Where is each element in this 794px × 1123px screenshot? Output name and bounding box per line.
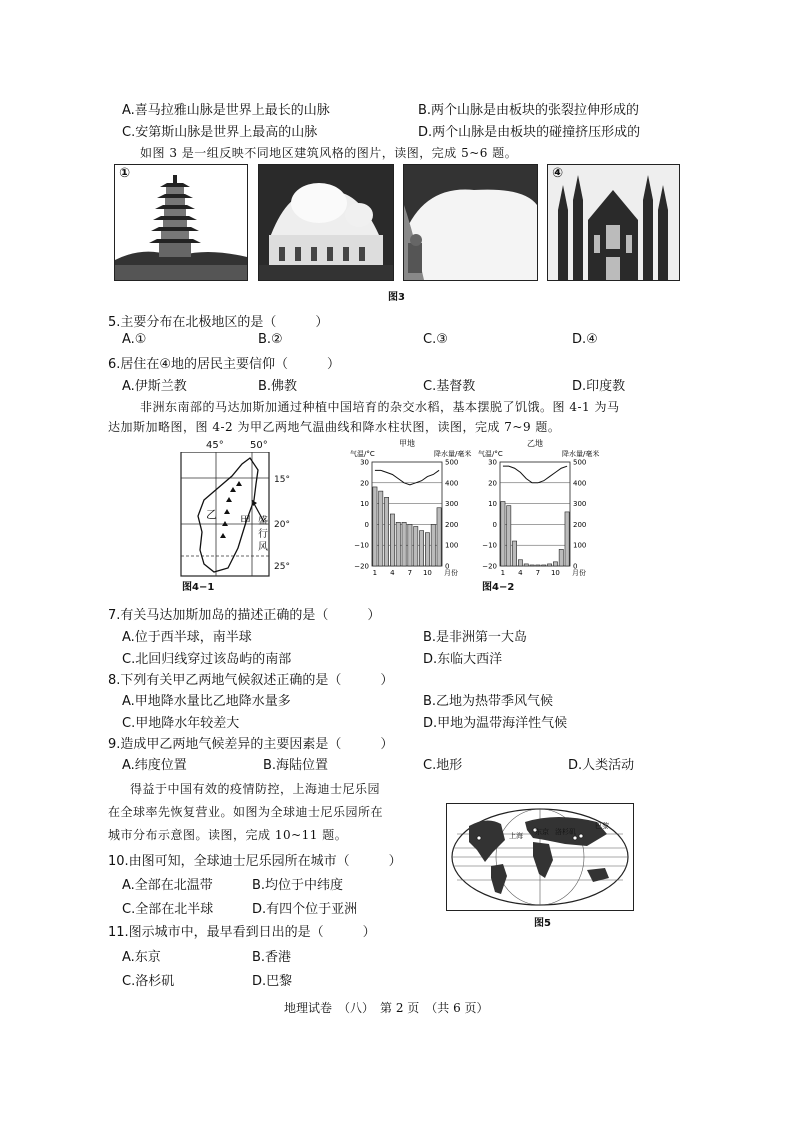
precip-bar bbox=[559, 549, 563, 566]
chart-title: 乙地 bbox=[527, 439, 543, 448]
precip-bar bbox=[553, 562, 557, 566]
precip-bar bbox=[547, 564, 551, 566]
month-tick-label: 7 bbox=[535, 569, 541, 577]
precip-bar bbox=[518, 560, 522, 566]
q6-option-b: B.佛教 bbox=[258, 379, 298, 394]
map-label-jia: 甲 bbox=[240, 514, 251, 527]
map-label-paris: 巴黎 bbox=[595, 822, 609, 830]
q5-option-d: D.④ bbox=[572, 332, 598, 347]
madagascar-intro-line2: 达加斯加略图，图 4-2 为甲乙两地气温曲线和降水柱状图，读图，完成 7~9 题。 bbox=[108, 420, 561, 434]
temp-tick-label: 0 bbox=[364, 520, 369, 529]
precip-bar bbox=[414, 526, 418, 566]
q5-stem: 5.主要分布在北极地区的是（ ） bbox=[108, 315, 329, 330]
q8-option-d: D.甲地为温带海洋性气候 bbox=[423, 716, 568, 731]
photo-pagoda bbox=[114, 164, 248, 281]
q4-option-a: A.喜马拉雅山脉是世界上最长的山脉 bbox=[122, 103, 330, 118]
q7-option-a: A.位于西半球，南半球 bbox=[122, 630, 252, 645]
temp-axis-label: 气温/°C bbox=[478, 450, 503, 458]
fig4-1-caption: 图4−1 bbox=[182, 582, 215, 593]
world-map bbox=[446, 803, 634, 911]
q5-option-c: C.③ bbox=[423, 332, 448, 347]
precip-tick-label: 300 bbox=[445, 500, 459, 509]
precip-tick-label: 100 bbox=[573, 541, 587, 550]
fig3-intro: 如图 3 是一组反映不同地区建筑风格的图片，读图，完成 5~6 题。 bbox=[140, 146, 518, 160]
disney-intro-line2: 在全球率先恢复营业。如图为全球迪士尼乐园所在 bbox=[108, 805, 384, 819]
q9-option-b: B.海陆位置 bbox=[263, 758, 329, 773]
q8-option-a: A.甲地降水量比乙地降水量多 bbox=[122, 694, 291, 709]
q7-stem: 7.有关马达加斯加岛的描述正确的是（ ） bbox=[108, 608, 381, 623]
page-footer: 地理试卷 （八） 第 2 页 （共 6 页） bbox=[284, 1001, 489, 1015]
temp-tick-label: 10 bbox=[488, 500, 497, 509]
month-axis-label: 月份 bbox=[572, 569, 586, 577]
q6-stem: 6.居住在④地的居民主要信仰（ ） bbox=[108, 357, 341, 372]
month-tick-label: 4 bbox=[390, 569, 395, 577]
precip-bar bbox=[373, 487, 377, 566]
q11-option-b: B.香港 bbox=[252, 950, 292, 965]
photo-palace bbox=[258, 164, 394, 281]
fig3-caption: 图3 bbox=[388, 292, 405, 303]
precip-bar bbox=[408, 524, 412, 566]
lat-20: 20° bbox=[274, 520, 290, 530]
precip-bar bbox=[379, 491, 383, 566]
q6-option-d: D.印度教 bbox=[572, 379, 626, 394]
temp-tick-label: 30 bbox=[360, 458, 369, 467]
madagascar-outline bbox=[180, 452, 270, 578]
precip-tick-label: 500 bbox=[573, 458, 587, 467]
q9-option-d: D.人类活动 bbox=[568, 758, 635, 773]
q6-option-c: C.基督教 bbox=[423, 379, 476, 394]
lon-45: 45° bbox=[206, 440, 224, 451]
temp-tick-label: −10 bbox=[354, 541, 369, 550]
precip-bar bbox=[524, 564, 528, 566]
q4-option-b: B.两个山脉是由板块的张裂拉伸形成的 bbox=[418, 103, 640, 118]
wind-label-2: 行 bbox=[258, 529, 268, 540]
precip-tick-label: 400 bbox=[445, 479, 459, 488]
month-tick-label: 1 bbox=[372, 569, 378, 577]
q11-stem: 11.图示城市中，最早看到日出的是（ ） bbox=[108, 925, 376, 940]
precip-bar bbox=[390, 514, 394, 566]
q4-option-c: C.安第斯山脉是世界上最高的山脉 bbox=[122, 125, 318, 140]
q5-option-b: B.② bbox=[258, 332, 283, 347]
temp-line bbox=[503, 466, 567, 483]
disney-intro-line3: 城市分布示意图。读图，完成 10~11 题。 bbox=[108, 828, 348, 842]
temp-tick-label: −20 bbox=[354, 562, 369, 571]
precip-bar bbox=[512, 541, 516, 566]
temp-tick-label: 30 bbox=[488, 458, 497, 467]
q6-option-a: A.伊斯兰教 bbox=[122, 379, 187, 394]
precip-bar bbox=[530, 565, 534, 566]
temp-tick-label: −10 bbox=[482, 541, 497, 550]
temp-tick-label: 20 bbox=[360, 479, 369, 488]
precip-bar bbox=[396, 522, 400, 566]
photo-cathedral bbox=[547, 164, 680, 281]
month-axis-label: 月份 bbox=[444, 569, 458, 577]
temp-tick-label: −20 bbox=[482, 562, 497, 571]
chart-title: 甲地 bbox=[399, 439, 415, 448]
q9-option-c: C.地形 bbox=[423, 758, 463, 773]
q7-option-c: C.北回归线穿过该岛屿的南部 bbox=[122, 652, 292, 667]
precip-bar bbox=[542, 565, 546, 566]
month-tick-label: 7 bbox=[407, 569, 413, 577]
q11-option-d: D.巴黎 bbox=[252, 974, 293, 989]
precip-bar bbox=[501, 502, 505, 566]
precip-axis-label: 降水量/毫米 bbox=[562, 450, 600, 458]
photo-igloo bbox=[403, 164, 538, 281]
q10-option-d: D.有四个位于亚洲 bbox=[252, 902, 358, 917]
precip-bar bbox=[536, 565, 540, 566]
q7-option-b: B.是非洲第一大岛 bbox=[423, 630, 528, 645]
temp-tick-label: 10 bbox=[360, 500, 369, 509]
q5-option-a: A.① bbox=[122, 332, 147, 347]
month-tick-label: 1 bbox=[500, 569, 506, 577]
month-tick-label: 10 bbox=[422, 569, 432, 577]
precip-bar bbox=[384, 497, 388, 566]
month-tick-label: 4 bbox=[518, 569, 523, 577]
precip-tick-label: 0 bbox=[573, 562, 578, 571]
precip-tick-label: 300 bbox=[573, 500, 587, 509]
q9-stem: 9.造成甲乙两地气候差异的主要因素是（ ） bbox=[108, 737, 394, 752]
precip-bar bbox=[402, 522, 406, 566]
cathedral-illustration bbox=[548, 165, 679, 280]
temp-tick-label: 0 bbox=[492, 520, 497, 529]
photo-label-4: ④ bbox=[552, 166, 564, 181]
lon-50: 50° bbox=[250, 440, 268, 451]
precip-bar bbox=[437, 508, 441, 566]
wind-label-1: 盛 bbox=[258, 516, 268, 527]
precip-bar bbox=[419, 531, 423, 566]
q11-option-c: C.洛杉矶 bbox=[122, 974, 175, 989]
precip-tick-label: 0 bbox=[445, 562, 450, 571]
palace-illustration bbox=[259, 165, 393, 280]
lat-25: 25° bbox=[274, 562, 290, 572]
madagascar-intro-line1: 非洲东南部的马达加斯加通过种植中国培育的杂交水稻，基本摆脱了饥饿。图 4-1 为马 bbox=[140, 400, 620, 414]
q8-option-b: B.乙地为热带季风气候 bbox=[423, 694, 554, 709]
precip-bar bbox=[565, 512, 569, 566]
map-label-tokyo: 东京 bbox=[535, 828, 549, 836]
precip-tick-label: 200 bbox=[445, 520, 459, 529]
fig4-2-caption: 图4−2 bbox=[482, 582, 515, 593]
temp-tick-label: 20 bbox=[488, 479, 497, 488]
madagascar-map bbox=[180, 440, 300, 593]
q11-option-a: A.东京 bbox=[122, 950, 161, 965]
q7-option-d: D.东临大西洋 bbox=[423, 652, 503, 667]
map-label-shanghai: 上海 bbox=[509, 832, 523, 840]
temp-axis-label: 气温/°C bbox=[350, 450, 375, 458]
pagoda-illustration bbox=[115, 165, 247, 280]
q10-option-b: B.均位于中纬度 bbox=[252, 878, 344, 893]
q8-stem: 8.下列有关甲乙两地气候叙述正确的是（ ） bbox=[108, 673, 394, 688]
map-label-losangeles: 洛杉矶 bbox=[555, 828, 576, 836]
precip-bar bbox=[431, 524, 435, 566]
q4-option-d: D.两个山脉是由板块的碰撞挤压形成的 bbox=[418, 125, 641, 140]
q9-option-a: A.纬度位置 bbox=[122, 758, 187, 773]
disney-intro-line1: 得益于中国有效的疫情防控，上海迪士尼乐园 bbox=[130, 782, 381, 796]
month-tick-label: 10 bbox=[550, 569, 560, 577]
precip-bar bbox=[425, 533, 429, 566]
map-label-yi: 乙 bbox=[206, 508, 217, 521]
fig5-caption: 图5 bbox=[534, 918, 551, 929]
precip-tick-label: 200 bbox=[573, 520, 587, 529]
precip-tick-label: 400 bbox=[573, 479, 587, 488]
world-map-illustration bbox=[447, 804, 633, 910]
precip-bar bbox=[507, 506, 511, 566]
climate-charts bbox=[348, 438, 606, 594]
lat-15: 15° bbox=[274, 475, 290, 485]
q10-stem: 10.由图可知，全球迪士尼乐园所在城市（ ） bbox=[108, 854, 402, 869]
q10-option-a: A.全部在北温带 bbox=[122, 878, 213, 893]
photo-label-1: ① bbox=[119, 166, 131, 181]
q8-option-c: C.甲地降水年较差大 bbox=[122, 716, 240, 731]
q10-option-c: C.全部在北半球 bbox=[122, 902, 214, 917]
wind-label-3: 风 bbox=[258, 542, 268, 553]
precip-tick-label: 100 bbox=[445, 541, 459, 550]
precip-axis-label: 降水量/毫米 bbox=[434, 450, 472, 458]
igloo-illustration bbox=[404, 165, 537, 280]
precip-tick-label: 500 bbox=[445, 458, 459, 467]
